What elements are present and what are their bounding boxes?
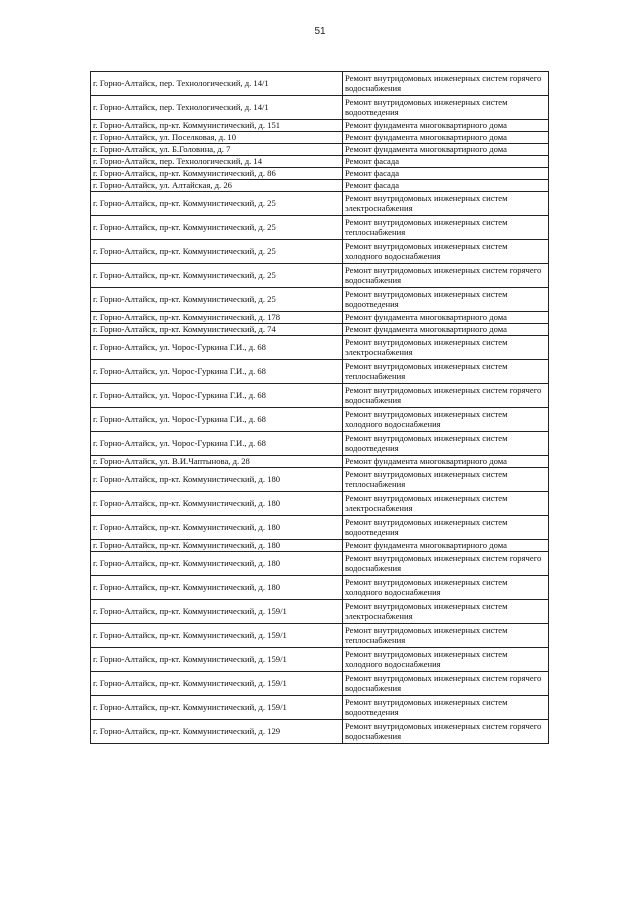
work-type-cell: Ремонт фундамента многоквартирного дома <box>343 312 549 324</box>
work-type-cell: Ремонт внутридомовых инженерных систем холодного водоснабжения <box>343 240 549 264</box>
address-cell: г. Горно-Алтайск, пер. Технологический, д. 14 <box>91 156 343 168</box>
address-cell: г. Горно-Алтайск, пр-кт. Коммунистический, д. 25 <box>91 264 343 288</box>
work-type-cell: Ремонт внутридомовых инженерных систем электроснабжения <box>343 336 549 360</box>
table-row <box>91 696 549 720</box>
page-number: 51 <box>314 26 326 37</box>
table-row <box>91 600 549 624</box>
work-type-cell: Ремонт внутридомовых инженерных систем теплоснабжения <box>343 360 549 384</box>
work-type-cell: Ремонт фасада <box>343 156 549 168</box>
table-row <box>91 192 549 216</box>
work-type-cell: Ремонт внутридомовых инженерных систем холодного водоснабжения <box>343 408 549 432</box>
address-cell: г. Горно-Алтайск, пр-кт. Коммунистический, д. 159/1 <box>91 696 343 720</box>
table-row <box>91 516 549 540</box>
work-type-cell: Ремонт фундамента многоквартирного дома <box>343 144 549 156</box>
work-type-cell: Ремонт внутридомовых инженерных систем горячего водоснабжения <box>343 672 549 696</box>
table-row <box>91 384 549 408</box>
work-type-cell: Ремонт внутридомовых инженерных систем горячего водоснабжения <box>343 384 549 408</box>
address-cell: г. Горно-Алтайск, пр-кт. Коммунистический, д. 180 <box>91 552 343 576</box>
work-type-cell: Ремонт фундамента многоквартирного дома <box>343 132 549 144</box>
table-row <box>91 156 549 168</box>
table-row <box>91 180 549 192</box>
table-row <box>91 264 549 288</box>
address-cell: г. Горно-Алтайск, пр-кт. Коммунистический, д. 159/1 <box>91 672 343 696</box>
work-type-cell: Ремонт фундамента многоквартирного дома <box>343 456 549 468</box>
address-cell: г. Горно-Алтайск, ул. В.И.Чаптынова, д. 28 <box>91 456 343 468</box>
work-type-cell: Ремонт внутридомовых инженерных систем горячего водоснабжения <box>343 72 549 96</box>
address-cell: г. Горно-Алтайск, ул. Поселковая, д. 10 <box>91 132 343 144</box>
table-row <box>91 648 549 672</box>
table-row <box>91 624 549 648</box>
table-row <box>91 432 549 456</box>
address-cell: г. Горно-Алтайск, пр-кт. Коммунистический, д. 180 <box>91 492 343 516</box>
work-type-cell: Ремонт внутридомовых инженерных систем водоотведения <box>343 432 549 456</box>
address-cell: г. Горно-Алтайск, пр-кт. Коммунистический, д. 159/1 <box>91 600 343 624</box>
work-type-cell: Ремонт внутридомовых инженерных систем электроснабжения <box>343 192 549 216</box>
address-cell: г. Горно-Алтайск, ул. Б.Головина, д. 7 <box>91 144 343 156</box>
table-row <box>91 132 549 144</box>
table-row <box>91 72 549 96</box>
address-cell: г. Горно-Алтайск, пер. Технологический, д. 14/1 <box>91 72 343 96</box>
work-type-cell: Ремонт внутридомовых инженерных систем горячего водоснабжения <box>343 264 549 288</box>
work-type-cell: Ремонт фасада <box>343 180 549 192</box>
work-type-cell: Ремонт внутридомовых инженерных систем теплоснабжения <box>343 624 549 648</box>
work-type-cell: Ремонт внутридомовых инженерных систем холодного водоснабжения <box>343 576 549 600</box>
work-type-cell: Ремонт фундамента многоквартирного дома <box>343 120 549 132</box>
work-type-cell: Ремонт внутридомовых инженерных систем горячего водоснабжения <box>343 720 549 744</box>
address-cell: г. Горно-Алтайск, ул. Алтайская, д. 26 <box>91 180 343 192</box>
table-row <box>91 456 549 468</box>
address-cell: г. Горно-Алтайск, пр-кт. Коммунистический, д. 178 <box>91 312 343 324</box>
table-row <box>91 672 549 696</box>
table-row <box>91 324 549 336</box>
table-row <box>91 408 549 432</box>
address-cell: г. Горно-Алтайск, пр-кт. Коммунистический, д. 129 <box>91 720 343 744</box>
work-type-cell: Ремонт внутридомовых инженерных систем водоотведения <box>343 516 549 540</box>
repair-works-table <box>90 71 549 744</box>
address-cell: г. Горно-Алтайск, пр-кт. Коммунистический, д. 180 <box>91 540 343 552</box>
table-row <box>91 144 549 156</box>
address-cell: г. Горно-Алтайск, ул. Чорос-Гуркина Г.И., д. 68 <box>91 336 343 360</box>
table-row <box>91 96 549 120</box>
table-row <box>91 540 549 552</box>
work-type-cell: Ремонт внутридомовых инженерных систем горячего водоснабжения <box>343 552 549 576</box>
table-row <box>91 168 549 180</box>
address-cell: г. Горно-Алтайск, пер. Технологический, д. 14/1 <box>91 96 343 120</box>
address-cell: г. Горно-Алтайск, пр-кт. Коммунистический, д. 180 <box>91 516 343 540</box>
work-type-cell: Ремонт фасада <box>343 168 549 180</box>
address-cell: г. Горно-Алтайск, пр-кт. Коммунистический, д. 86 <box>91 168 343 180</box>
address-cell: г. Горно-Алтайск, пр-кт. Коммунистический, д. 151 <box>91 120 343 132</box>
address-cell: г. Горно-Алтайск, пр-кт. Коммунистический, д. 25 <box>91 288 343 312</box>
table-row <box>91 336 549 360</box>
table-body <box>91 72 549 744</box>
table-row <box>91 216 549 240</box>
address-cell: г. Горно-Алтайск, пр-кт. Коммунистический, д. 159/1 <box>91 648 343 672</box>
table-row <box>91 468 549 492</box>
work-type-cell: Ремонт внутридомовых инженерных систем электроснабжения <box>343 600 549 624</box>
work-type-cell: Ремонт внутридомовых инженерных систем водоотведения <box>343 96 549 120</box>
work-type-cell: Ремонт фундамента многоквартирного дома <box>343 324 549 336</box>
address-cell: г. Горно-Алтайск, ул. Чорос-Гуркина Г.И., д. 68 <box>91 432 343 456</box>
address-cell: г. Горно-Алтайск, пр-кт. Коммунистический, д. 25 <box>91 240 343 264</box>
work-type-cell: Ремонт внутридомовых инженерных систем водоотведения <box>343 288 549 312</box>
table-row <box>91 576 549 600</box>
address-cell: г. Горно-Алтайск, пр-кт. Коммунистический, д. 180 <box>91 468 343 492</box>
table-row <box>91 240 549 264</box>
table-row <box>91 552 549 576</box>
work-type-cell: Ремонт фундамента многоквартирного дома <box>343 540 549 552</box>
address-cell: г. Горно-Алтайск, ул. Чорос-Гуркина Г.И., д. 68 <box>91 384 343 408</box>
address-cell: г. Горно-Алтайск, пр-кт. Коммунистический, д. 180 <box>91 576 343 600</box>
work-type-cell: Ремонт внутридомовых инженерных систем теплоснабжения <box>343 468 549 492</box>
address-cell: г. Горно-Алтайск, пр-кт. Коммунистический, д. 74 <box>91 324 343 336</box>
table-row <box>91 312 549 324</box>
work-type-cell: Ремонт внутридомовых инженерных систем электроснабжения <box>343 492 549 516</box>
address-cell: г. Горно-Алтайск, ул. Чорос-Гуркина Г.И., д. 68 <box>91 408 343 432</box>
address-cell: г. Горно-Алтайск, пр-кт. Коммунистический, д. 25 <box>91 216 343 240</box>
work-type-cell: Ремонт внутридомовых инженерных систем водоотведения <box>343 696 549 720</box>
address-cell: г. Горно-Алтайск, пр-кт. Коммунистический, д. 159/1 <box>91 624 343 648</box>
work-type-cell: Ремонт внутридомовых инженерных систем холодного водоснабжения <box>343 648 549 672</box>
table-row <box>91 360 549 384</box>
table-row <box>91 288 549 312</box>
table-row <box>91 120 549 132</box>
table-row <box>91 492 549 516</box>
address-cell: г. Горно-Алтайск, пр-кт. Коммунистический, д. 25 <box>91 192 343 216</box>
work-type-cell: Ремонт внутридомовых инженерных систем теплоснабжения <box>343 216 549 240</box>
address-cell: г. Горно-Алтайск, ул. Чорос-Гуркина Г.И., д. 68 <box>91 360 343 384</box>
table-row <box>91 720 549 744</box>
